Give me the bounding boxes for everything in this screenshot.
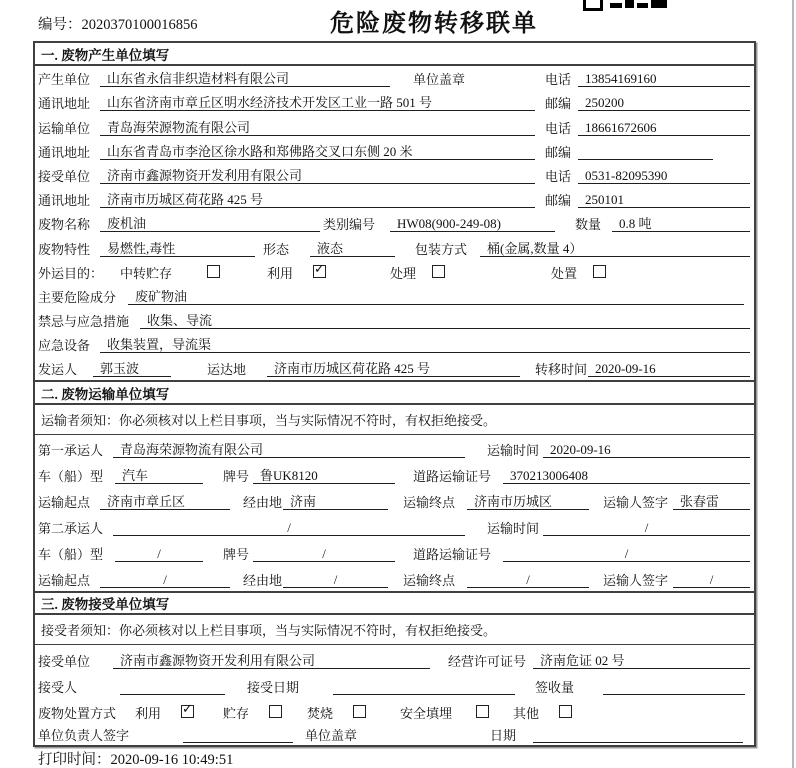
destination-label: 运达地 xyxy=(207,362,247,378)
receiver-address-row xyxy=(35,187,754,211)
producer-zip-label: 邮编 xyxy=(545,96,572,112)
waste-name-label: 废物名称 xyxy=(38,217,91,233)
second-carrier-time-label: 运输时间 xyxy=(487,521,540,537)
taboo-measures-label: 禁忌与应急措施 xyxy=(38,314,130,330)
taboo-measures-value: 收集、导流 xyxy=(140,313,750,329)
transporter-phone-value: 18661672606 xyxy=(578,120,750,136)
route-origin-label: 运输起点 xyxy=(38,495,91,511)
first-carrier-time-value: 2020-09-16 xyxy=(543,442,750,458)
print-time xyxy=(38,748,233,768)
disposal-method-row xyxy=(35,698,754,724)
purpose-option-storage-label: 中转贮存 xyxy=(120,265,173,281)
packing-label: 包装方式 xyxy=(415,241,468,257)
purpose-dispose-checkbox xyxy=(593,265,606,278)
route-terminus-value: 济南市历城区 xyxy=(467,494,589,510)
plate-number2-label: 牌号 xyxy=(223,547,250,563)
page-edge-divider xyxy=(792,0,794,768)
manager-signature-row xyxy=(35,724,754,746)
first-carrier-label: 第一承运人 xyxy=(38,443,104,459)
receiver-row xyxy=(35,163,754,187)
producer-address-row xyxy=(35,90,754,114)
route-origin2-value: / xyxy=(100,572,230,588)
manager-signature-value xyxy=(183,727,293,743)
vehicle-type2-value: / xyxy=(115,546,203,562)
receiver-phone-label: 电话 xyxy=(545,168,572,184)
waste-form-value: 液态 xyxy=(310,241,395,257)
packing-value: 桶(金属,数量 4） xyxy=(480,241,750,257)
accept-date-value xyxy=(333,679,515,695)
form-serial-label: 编号： xyxy=(38,17,82,33)
waste-form-label: 形态 xyxy=(263,241,290,257)
receiver-address-value: 济南市历城区荷花路 425 号 xyxy=(100,192,535,208)
second-carrier-route-row xyxy=(35,565,754,591)
purpose-treat-checkbox xyxy=(432,265,445,278)
road-permit2-value: / xyxy=(503,546,750,562)
hazard-component-label: 主要危险成分 xyxy=(38,289,117,305)
form-serial xyxy=(38,13,198,34)
transporter-zip-value xyxy=(578,144,713,160)
category-code-label: 类别编号 xyxy=(323,217,376,233)
producer-label: 产生单位 xyxy=(38,72,91,88)
first-carrier-time-label: 运输时间 xyxy=(487,443,540,459)
page-title: 危险废物转移联单 xyxy=(330,11,538,37)
emergency-equipment-label: 应急设备 xyxy=(38,338,91,354)
producer-zip-value: 250200 xyxy=(578,95,750,111)
transfer-purpose-row xyxy=(35,260,754,284)
accept-date-label: 接受日期 xyxy=(247,680,300,696)
transporter-value: 青岛海荣源物流有限公司 xyxy=(100,120,535,136)
disposal-landfill-checkbox xyxy=(476,705,489,718)
transporter-address-value: 山东省青岛市李沧区徐水路和郑佛路交叉口东侧 20 米 xyxy=(100,144,535,160)
receiver-value: 济南市鑫源物资开发利用有限公司 xyxy=(100,168,535,184)
waste-traits-row xyxy=(35,235,754,259)
route-terminus2-value: / xyxy=(467,572,589,588)
receiver-notice: 接受者须知：你必须核对以上栏目事项，当与实际情况不符时，有权拒绝接受。 xyxy=(35,615,754,645)
hazard-component-row xyxy=(35,284,754,308)
disposal-incinerate-label: 焚烧 xyxy=(307,706,334,722)
disposal-method-label: 废物处置方式 xyxy=(38,706,117,722)
transporter-address-label: 通讯地址 xyxy=(38,144,91,160)
route-via-value: 济南 xyxy=(283,494,388,510)
receiver-label: 接受单位 xyxy=(38,168,91,184)
form-serial-value: 2020370100016856 xyxy=(81,17,198,33)
route-via2-value: / xyxy=(283,572,388,588)
producer-row xyxy=(35,66,754,90)
disposal-store-checkbox xyxy=(269,705,282,718)
producer-phone-label: 电话 xyxy=(545,72,572,88)
accepting-unit-row xyxy=(35,645,754,672)
signed-amount-value xyxy=(603,679,745,695)
disposal-utilize-label: 利用 xyxy=(135,706,162,722)
seal-date-value xyxy=(533,727,743,743)
carrier-sign2-value: / xyxy=(673,572,750,588)
vehicle-type-label: 车（船）型 xyxy=(38,469,104,485)
route-origin2-label: 运输起点 xyxy=(38,573,91,589)
purpose-utilize-checkbox-checked xyxy=(313,261,326,278)
carrier-sign-value: 张春雷 xyxy=(673,494,750,510)
waste-name-value: 废机油 xyxy=(100,216,320,232)
signed-amount-label: 签收量 xyxy=(535,680,575,696)
section1-title: 一. 废物产生单位填写 xyxy=(35,43,754,66)
hazard-component-value: 废矿物油 xyxy=(128,289,744,305)
check-icon: ✓ xyxy=(182,702,193,718)
carrier-sign2-label: 运输人签字 xyxy=(603,573,669,589)
transporter-address-row xyxy=(35,139,754,163)
second-carrier-row xyxy=(35,513,754,539)
shipper-row xyxy=(35,356,754,380)
check-icon: ✓ xyxy=(314,261,325,277)
recipient-value xyxy=(120,679,225,695)
disposal-other-label: 其他 xyxy=(513,706,540,722)
disposal-utilize-checkbox-checked xyxy=(181,702,194,718)
route-via2-label: 经由地 xyxy=(243,573,283,589)
transfer-form-table xyxy=(33,41,756,747)
purpose-option-dispose-label: 处置 xyxy=(551,265,578,281)
transfer-purpose-label: 外运目的： xyxy=(38,265,104,281)
shipper-value: 郭玉波 xyxy=(93,361,171,377)
transfer-time-value: 2020-09-16 xyxy=(588,361,750,377)
plate-number-value: 鲁UK8120 xyxy=(253,468,395,484)
road-permit-label: 道路运输证号 xyxy=(413,469,492,485)
unit-seal-label: 单位盖章 xyxy=(413,72,466,88)
road-permit2-label: 道路运输证号 xyxy=(413,547,492,563)
producer-value: 山东省永信非织造材料有限公司 xyxy=(100,71,390,87)
plate-number-label: 牌号 xyxy=(223,469,250,485)
destination-value: 济南市历城区荷花路 425 号 xyxy=(267,361,520,377)
producer-phone-value: 13854169160 xyxy=(578,71,750,87)
transporter-notice: 运输者须知：你必须核对以上栏目事项，当与实际情况不符时，有权拒绝接受。 xyxy=(35,405,754,435)
vehicle-type2-label: 车（船）型 xyxy=(38,547,104,563)
quantity-value: 0.8 吨 xyxy=(612,216,750,232)
purpose-option-utilize-label: 利用 xyxy=(267,265,294,281)
first-carrier-vehicle-row xyxy=(35,461,754,487)
emergency-equipment-row xyxy=(35,332,754,356)
receiver-zip-label: 邮编 xyxy=(545,193,572,209)
route-via-label: 经由地 xyxy=(243,495,283,511)
manager-signature-label: 单位负责人签字 xyxy=(38,728,130,744)
road-permit-value: 370213006408 xyxy=(503,468,750,484)
producer-address-value: 山东省济南市章丘区明水经济技术开发区工业一路 501 号 xyxy=(100,95,535,111)
receiver-zip-value: 250101 xyxy=(578,192,750,208)
print-time-label: 打印时间： xyxy=(38,752,111,768)
transporter-phone-label: 电话 xyxy=(545,120,572,136)
disposal-store-label: 贮存 xyxy=(223,706,250,722)
print-time-value: 2020-09-16 10:49:51 xyxy=(110,752,234,768)
receiver-phone-value: 0531-82095390 xyxy=(578,168,750,184)
waste-traits-value: 易燃性,毒性 xyxy=(100,241,255,257)
route-terminus-label: 运输终点 xyxy=(403,495,456,511)
disposal-other-checkbox xyxy=(559,705,572,718)
transporter-label: 运输单位 xyxy=(38,120,91,136)
accepting-unit-value: 济南市鑫源物资开发利用有限公司 xyxy=(113,653,430,669)
second-carrier-value: / xyxy=(113,520,465,536)
vehicle-type-value: 汽车 xyxy=(115,468,203,484)
route-terminus2-label: 运输终点 xyxy=(403,573,456,589)
disposal-landfill-label: 安全填埋 xyxy=(400,706,453,722)
waste-name-row xyxy=(35,211,754,235)
seal-date-label: 日期 xyxy=(490,728,517,744)
transporter-zip-label: 邮编 xyxy=(545,144,572,160)
category-code-value: HW08(900-249-08) xyxy=(390,216,555,232)
carrier-sign-label: 运输人签字 xyxy=(603,495,669,511)
second-carrier-label: 第二承运人 xyxy=(38,521,104,537)
license-number-label: 经营许可证号 xyxy=(448,654,527,670)
receiver-unit-seal-label: 单位盖章 xyxy=(305,728,358,744)
first-carrier-route-row xyxy=(35,487,754,513)
second-carrier-time-value: / xyxy=(543,520,750,536)
emergency-equipment-value: 收集装置，导流渠 xyxy=(100,337,750,353)
receiver-address-label: 通讯地址 xyxy=(38,193,91,209)
purpose-option-treat-label: 处理 xyxy=(390,265,417,281)
transfer-time-label: 转移时间 xyxy=(535,362,588,378)
first-carrier-value: 青岛海荣源物流有限公司 xyxy=(113,442,465,458)
second-carrier-vehicle-row xyxy=(35,539,754,565)
license-number-value: 济南危证 02 号 xyxy=(533,653,750,669)
first-carrier-row xyxy=(35,435,754,461)
producer-address-label: 通讯地址 xyxy=(38,96,91,112)
qr-code-fragment-icon xyxy=(583,0,667,8)
taboo-measures-row xyxy=(35,308,754,332)
plate-number2-value: / xyxy=(253,546,395,562)
recipient-label: 接受人 xyxy=(38,680,78,696)
purpose-storage-checkbox xyxy=(207,265,220,278)
section3-title: 三. 废物接受单位填写 xyxy=(35,591,754,615)
shipper-label: 发运人 xyxy=(38,362,78,378)
route-origin-value: 济南市章丘区 xyxy=(100,494,230,510)
section2-title: 二. 废物运输单位填写 xyxy=(35,380,754,405)
recipient-row xyxy=(35,672,754,698)
waste-traits-label: 废物特性 xyxy=(38,241,91,257)
transporter-row xyxy=(35,114,754,138)
quantity-label: 数量 xyxy=(575,217,602,233)
accepting-unit-label: 接受单位 xyxy=(38,654,91,670)
disposal-incinerate-checkbox xyxy=(353,705,366,718)
